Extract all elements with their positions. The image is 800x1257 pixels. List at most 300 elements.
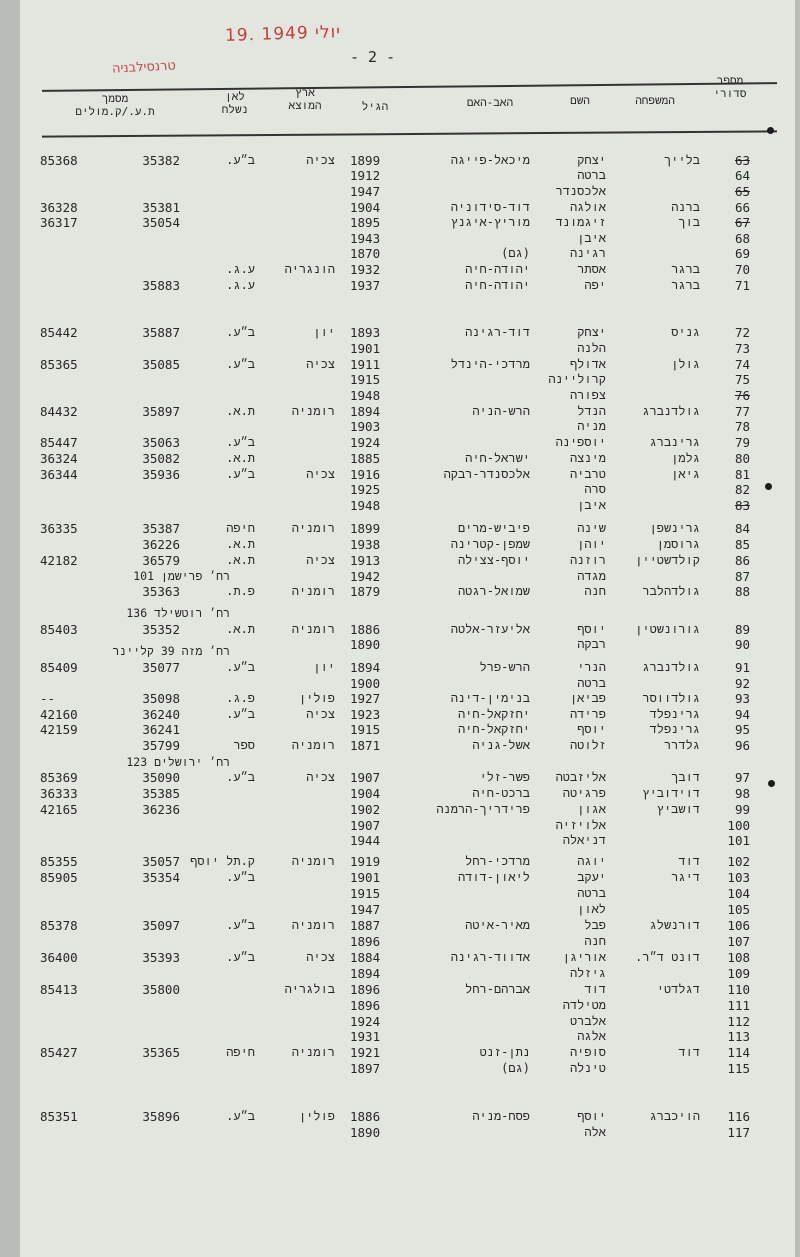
cell-year: 1890	[350, 637, 381, 652]
cell-name: אלכסנדר	[555, 184, 606, 198]
cell-name: אדולף	[569, 357, 606, 371]
cell-family: גלמן	[671, 451, 700, 465]
cell-year: 1931	[350, 1029, 381, 1044]
cell-year: 1904	[350, 200, 381, 215]
cell-serial: 96	[734, 738, 750, 753]
cell-serial: 93	[734, 691, 750, 706]
cell-country: יון	[313, 325, 335, 339]
cell-country: צכיה	[306, 553, 335, 567]
cell-country: צכיה	[306, 770, 335, 784]
table-row	[20, 902, 795, 917]
cell-name: חנה	[584, 934, 606, 948]
cell-year: 1943	[350, 231, 381, 246]
cell-c2: 36317	[40, 215, 78, 230]
cell-c2: 85355	[40, 854, 78, 869]
cell-c1: רח׳ ירושלים 123	[126, 755, 230, 769]
cell-name: קרוליינה	[548, 372, 606, 386]
table-row	[20, 262, 795, 277]
cell-parents: יחזקאל-חיה	[457, 707, 530, 721]
cell-name: יוספינה	[555, 435, 606, 449]
cell-year: 1887	[350, 918, 381, 933]
cell-name: זלוטה	[569, 738, 606, 752]
cell-country: רומניה	[291, 521, 335, 535]
cell-parents: פיביש-מרים	[457, 521, 530, 535]
cell-serial: 84	[734, 521, 750, 536]
cell-name: צפורה	[569, 388, 606, 402]
table-row	[20, 451, 795, 466]
cell-year: 1927	[350, 691, 381, 706]
cell-serial: 111	[727, 998, 750, 1013]
cell-country: בולגריה	[284, 982, 335, 996]
cell-name: סופיה	[569, 1045, 606, 1059]
cell-serial: 95	[734, 722, 750, 737]
cell-year: 1896	[350, 982, 381, 997]
cell-name: דניאלה	[562, 833, 606, 847]
cell-family: ברגר	[671, 262, 700, 276]
cell-sent: ב״ע.	[226, 325, 255, 339]
cell-serial: 97	[734, 770, 750, 785]
cell-country: רומניה	[291, 1045, 335, 1059]
cell-parents: (גם)	[501, 1061, 530, 1075]
cell-country: רומניה	[291, 918, 335, 932]
cell-serial: 76	[734, 388, 750, 403]
cell-country: צכיה	[306, 707, 335, 721]
cell-year: 1901	[350, 341, 381, 356]
cell-c1: 35063	[142, 435, 180, 450]
cell-family: דיגר	[671, 870, 700, 884]
cell-c1: רח׳ פרישמן 101	[133, 569, 230, 583]
binder-hole	[768, 780, 775, 787]
table-row	[20, 200, 795, 215]
cell-family: גולדנברג	[642, 660, 700, 674]
cell-country: רומניה	[291, 854, 335, 868]
cell-family: ברגר	[671, 278, 700, 292]
cell-c1: רח׳ מזה 39 קליינר	[112, 644, 230, 658]
department-stamp: טרנסילבניה	[111, 58, 177, 77]
cell-serial: 77	[734, 404, 750, 419]
date-stamp: 19. יולי 1949	[224, 21, 342, 47]
cell-serial: 86	[734, 553, 750, 568]
cell-parents: נתן-זנט	[479, 1045, 530, 1059]
cell-year: 1937	[350, 278, 381, 293]
cell-sent: ק.תל יוסף	[190, 854, 255, 868]
cell-sent: ב״ע.	[226, 918, 255, 932]
cell-name: רוזנה	[569, 553, 606, 567]
cell-name: רגינה	[569, 246, 606, 260]
cell-serial: 78	[734, 419, 750, 434]
cell-c2: 42165	[40, 802, 78, 817]
table-row	[20, 833, 795, 848]
cell-c1: 35883	[142, 278, 180, 293]
cell-c2: 36400	[40, 950, 78, 965]
cell-serial: 79	[734, 435, 750, 450]
cell-year: 1893	[350, 325, 381, 340]
cell-year: 1894	[350, 404, 381, 419]
cell-year: 1912	[350, 168, 381, 183]
cell-sent: פ.ת.	[226, 584, 255, 598]
cell-year: 1907	[350, 818, 381, 833]
cell-name: פרגיטה	[562, 786, 606, 800]
table-row	[20, 738, 795, 753]
cell-serial: 69	[734, 246, 750, 261]
cell-family: גרינברג	[649, 435, 700, 449]
table-row	[20, 755, 795, 770]
cell-c1: 35352	[142, 622, 180, 637]
cell-family: גרינשפן	[649, 521, 700, 535]
cell-year: 1871	[350, 738, 381, 753]
table-row	[20, 1109, 795, 1124]
cell-c2: 85447	[40, 435, 78, 450]
cell-c2: 85905	[40, 870, 78, 885]
cell-name: אגון	[577, 802, 606, 816]
cell-serial: 91	[734, 660, 750, 675]
cell-name: דוד	[584, 982, 606, 996]
header-name: השם	[570, 94, 590, 107]
cell-serial: 74	[734, 357, 750, 372]
table-row	[20, 388, 795, 403]
cell-serial: 87	[734, 569, 750, 584]
cell-name: מטילדה	[562, 998, 606, 1012]
cell-c1: 35082	[142, 451, 180, 466]
cell-year: 1890	[350, 1125, 381, 1140]
table-row	[20, 722, 795, 737]
cell-year: 1907	[350, 770, 381, 785]
cell-serial: 105	[727, 902, 750, 917]
cell-year: 1879	[350, 584, 381, 599]
cell-name: זיגמונד	[555, 215, 606, 229]
cell-c2: 85427	[40, 1045, 78, 1060]
cell-sent: ב״ע.	[226, 660, 255, 674]
cell-c1: 35800	[142, 982, 180, 997]
cell-family: דובך	[671, 770, 700, 784]
cell-year: 1915	[350, 886, 381, 901]
cell-name: פרידה	[569, 707, 606, 721]
cell-family: גורונשטין	[635, 622, 700, 636]
cell-name: אוריגן	[562, 950, 606, 964]
cell-sent: ב״ע.	[226, 357, 255, 371]
cell-serial: 106	[727, 918, 750, 933]
cell-c1: 35097	[142, 918, 180, 933]
cell-parents: ישראל-חיה	[465, 451, 530, 465]
cell-c1: 35085	[142, 357, 180, 372]
table-row	[20, 676, 795, 691]
cell-serial: 89	[734, 622, 750, 637]
cell-c1: 35077	[142, 660, 180, 675]
cell-c1: 36241	[142, 722, 180, 737]
cell-serial: 70	[734, 262, 750, 277]
cell-c2: 36328	[40, 200, 78, 215]
cell-serial: 107	[727, 934, 750, 949]
cell-sent: ב״ע.	[226, 950, 255, 964]
cell-family: בוך	[678, 215, 700, 229]
cell-serial: 92	[734, 676, 750, 691]
table-row	[20, 357, 795, 372]
cell-name: יפה	[584, 278, 606, 292]
cell-serial: 72	[734, 325, 750, 340]
cell-serial: 102	[727, 854, 750, 869]
cell-name: יצחק	[577, 153, 606, 167]
cell-parents: (גם)	[501, 246, 530, 260]
binder-hole	[765, 483, 772, 490]
table-row	[20, 498, 795, 513]
cell-country: רומניה	[291, 622, 335, 636]
header-sent-to: לאן נשלח	[221, 90, 249, 116]
cell-year: 1921	[350, 1045, 381, 1060]
cell-year: 1885	[350, 451, 381, 466]
cell-name: הנרי	[577, 660, 606, 674]
cell-sent: ת.א.	[226, 553, 255, 567]
cell-year: 1886	[350, 622, 381, 637]
table-row	[20, 1029, 795, 1044]
cell-serial: 98	[734, 786, 750, 801]
cell-family: בלייך	[663, 153, 700, 167]
cell-serial: 117	[727, 1125, 750, 1140]
table-row	[20, 372, 795, 387]
cell-country: רומניה	[291, 738, 335, 752]
cell-sent: ב״ע.	[226, 435, 255, 449]
cell-year: 1884	[350, 950, 381, 965]
cell-parents: פשר-זלי	[479, 770, 530, 784]
table-row	[20, 553, 795, 568]
cell-sent: ב״ע.	[226, 153, 255, 167]
table-row	[20, 998, 795, 1013]
cell-year: 1894	[350, 660, 381, 675]
cell-serial: 63	[734, 153, 750, 168]
cell-name: פביאן	[569, 691, 606, 705]
cell-year: 1895	[350, 215, 381, 230]
cell-sent: ת.א.	[226, 404, 255, 418]
table-row	[20, 950, 795, 965]
cell-c2: 42159	[40, 722, 78, 737]
cell-serial: 114	[727, 1045, 750, 1060]
cell-name: יוסף	[577, 622, 606, 636]
cell-serial: 64	[734, 168, 750, 183]
header-serial: מספר סדורי	[713, 74, 747, 100]
table-row	[20, 404, 795, 419]
cell-c2: 42182	[40, 553, 78, 568]
cell-name: יוגה	[577, 854, 606, 868]
cell-family: דושביץ	[656, 802, 700, 816]
cell-serial: 71	[734, 278, 750, 293]
cell-year: 1947	[350, 184, 381, 199]
cell-sent: ב״ע.	[226, 1109, 255, 1123]
cell-c1: 35365	[142, 1045, 180, 1060]
cell-c1: 35799	[142, 738, 180, 753]
cell-c2: 85409	[40, 660, 78, 675]
cell-parents: אשל-גניה	[472, 738, 530, 752]
cell-year: 1904	[350, 786, 381, 801]
cell-c1: רח׳ רוטשילד 136	[126, 606, 230, 620]
table-row	[20, 707, 795, 722]
cell-year: 1897	[350, 1061, 381, 1076]
cell-c1: 35896	[142, 1109, 180, 1124]
cell-parents: ברכט-חיה	[472, 786, 530, 800]
cell-serial: 81	[734, 467, 750, 482]
cell-sent: חיפה	[226, 521, 255, 535]
cell-family: גולדנברג	[642, 404, 700, 418]
cell-c2: 85368	[40, 153, 78, 168]
cell-family: ברנה	[671, 200, 700, 214]
cell-c2: 36335	[40, 521, 78, 536]
cell-name: אלויזיה	[555, 818, 606, 832]
cell-c1: 35381	[142, 200, 180, 215]
cell-family: דוד	[678, 854, 700, 868]
cell-serial: 101	[727, 833, 750, 848]
cell-parents: שמואל-רגטה	[457, 584, 530, 598]
cell-year: 1901	[350, 870, 381, 885]
cell-country: יון	[313, 660, 335, 674]
cell-year: 1925	[350, 482, 381, 497]
cell-name: אלברט	[569, 1014, 606, 1028]
cell-year: 1913	[350, 553, 381, 568]
cell-c1: 35385	[142, 786, 180, 801]
cell-sent: ע.ג.	[226, 262, 255, 276]
cell-parents: הרש-הניה	[472, 404, 530, 418]
cell-c2: 36344	[40, 467, 78, 482]
cell-sent: פ.ג.	[226, 691, 255, 705]
cell-c1: 35936	[142, 467, 180, 482]
table-row	[20, 786, 795, 801]
cell-parents: הרש-פרל	[479, 660, 530, 674]
cell-parents: אדווד-רגינה	[450, 950, 530, 964]
cell-c2: 36324	[40, 451, 78, 466]
cell-serial: 110	[727, 982, 750, 997]
header-top-rule	[42, 82, 777, 91]
cell-family: גרוסמן	[656, 537, 700, 551]
cell-family: גרינפלד	[649, 707, 700, 721]
cell-year: 1915	[350, 722, 381, 737]
cell-name: מינצה	[569, 451, 606, 465]
cell-c1: 35098	[142, 691, 180, 706]
cell-serial: 75	[734, 372, 750, 387]
cell-sent: ב״ע.	[226, 770, 255, 784]
cell-year: 1870	[350, 246, 381, 261]
cell-serial: 88	[734, 584, 750, 599]
table-row	[20, 660, 795, 675]
cell-name: טינלה	[569, 1061, 606, 1075]
table-row	[20, 435, 795, 450]
cell-year: 1915	[350, 372, 381, 387]
cell-parents: בנימין-דינה	[450, 691, 530, 705]
table-row	[20, 341, 795, 356]
cell-name: טרביה	[569, 467, 606, 481]
cell-serial: 68	[734, 231, 750, 246]
cell-name: ברטה	[577, 168, 606, 182]
cell-year: 1896	[350, 998, 381, 1013]
cell-name: פבל	[584, 918, 606, 932]
cell-serial: 116	[727, 1109, 750, 1124]
cell-year: 1900	[350, 676, 381, 691]
cell-country: פולין	[298, 691, 335, 705]
cell-c1: 35387	[142, 521, 180, 536]
cell-c2: 85403	[40, 622, 78, 637]
cell-parents: אברהם-רחל	[465, 982, 530, 996]
cell-year: 1902	[350, 802, 381, 817]
cell-parents: פסח-מניה	[472, 1109, 530, 1123]
cell-parents: מרדכי-הינדל	[450, 357, 530, 371]
cell-country: פולין	[298, 1109, 335, 1123]
cell-family: קולדשטיין	[635, 553, 700, 567]
cell-serial: 80	[734, 451, 750, 466]
cell-serial: 66	[734, 200, 750, 215]
cell-family: דוד	[678, 1045, 700, 1059]
document-page	[20, 0, 795, 1257]
cell-name: שינה	[577, 521, 606, 535]
cell-name: יוסף	[577, 722, 606, 736]
table-row	[20, 622, 795, 637]
cell-year: 1924	[350, 435, 381, 450]
table-row	[20, 246, 795, 261]
cell-name: אלה	[584, 1125, 606, 1139]
cell-year: 1932	[350, 262, 381, 277]
table-row	[20, 982, 795, 997]
cell-c1: 35363	[142, 584, 180, 599]
table-row	[20, 153, 795, 168]
cell-c2: --	[40, 691, 56, 706]
cell-year: 1896	[350, 934, 381, 949]
cell-year: 1924	[350, 1014, 381, 1029]
cell-sent: ת.א.	[226, 451, 255, 465]
table-row	[20, 1014, 795, 1029]
table-row	[20, 467, 795, 482]
table-row	[20, 569, 795, 584]
cell-c2: 84432	[40, 404, 78, 419]
cell-year: 1938	[350, 537, 381, 552]
table-row	[20, 918, 795, 933]
cell-c1: 35393	[142, 950, 180, 965]
cell-family: גולן	[671, 357, 700, 371]
header-country: ארץ המוצא	[288, 86, 322, 112]
cell-name: רבקה	[577, 637, 606, 651]
cell-parents: מרדכי-רחל	[465, 854, 530, 868]
table-row	[20, 1125, 795, 1140]
cell-parents: יוסף-צצילה	[457, 553, 530, 567]
cell-name: לאון	[577, 902, 606, 916]
cell-name: הנדל	[577, 404, 606, 418]
table-row	[20, 870, 795, 885]
cell-name: איבן	[577, 498, 606, 512]
cell-family: גרינפלד	[649, 722, 700, 736]
cell-c1: 35054	[142, 215, 180, 230]
header-age: הגיל	[361, 100, 389, 113]
cell-c1: 36236	[142, 802, 180, 817]
cell-parents: דוד-סידוניה	[450, 200, 530, 214]
table-row	[20, 606, 795, 621]
cell-year: 1947	[350, 902, 381, 917]
cell-serial: 103	[727, 870, 750, 885]
cell-sent: ספר	[233, 738, 255, 752]
table-row	[20, 934, 795, 949]
table-row	[20, 691, 795, 706]
cell-country: רומניה	[291, 404, 335, 418]
cell-country: צכיה	[306, 467, 335, 481]
cell-family: דונט ד״ר.	[635, 950, 700, 964]
cell-year: 1942	[350, 569, 381, 584]
cell-family: גולדהלבר	[642, 584, 700, 598]
table-row	[20, 482, 795, 497]
cell-year: 1944	[350, 833, 381, 848]
cell-name: איבן	[577, 231, 606, 245]
cell-c2: 85365	[40, 357, 78, 372]
cell-serial: 108	[727, 950, 750, 965]
cell-c1: 35090	[142, 770, 180, 785]
cell-c2: 85369	[40, 770, 78, 785]
page-number: - 2 -	[350, 48, 396, 66]
cell-name: חנה	[584, 584, 606, 598]
table-row	[20, 584, 795, 599]
cell-serial: 99	[734, 802, 750, 817]
cell-serial: 113	[727, 1029, 750, 1044]
